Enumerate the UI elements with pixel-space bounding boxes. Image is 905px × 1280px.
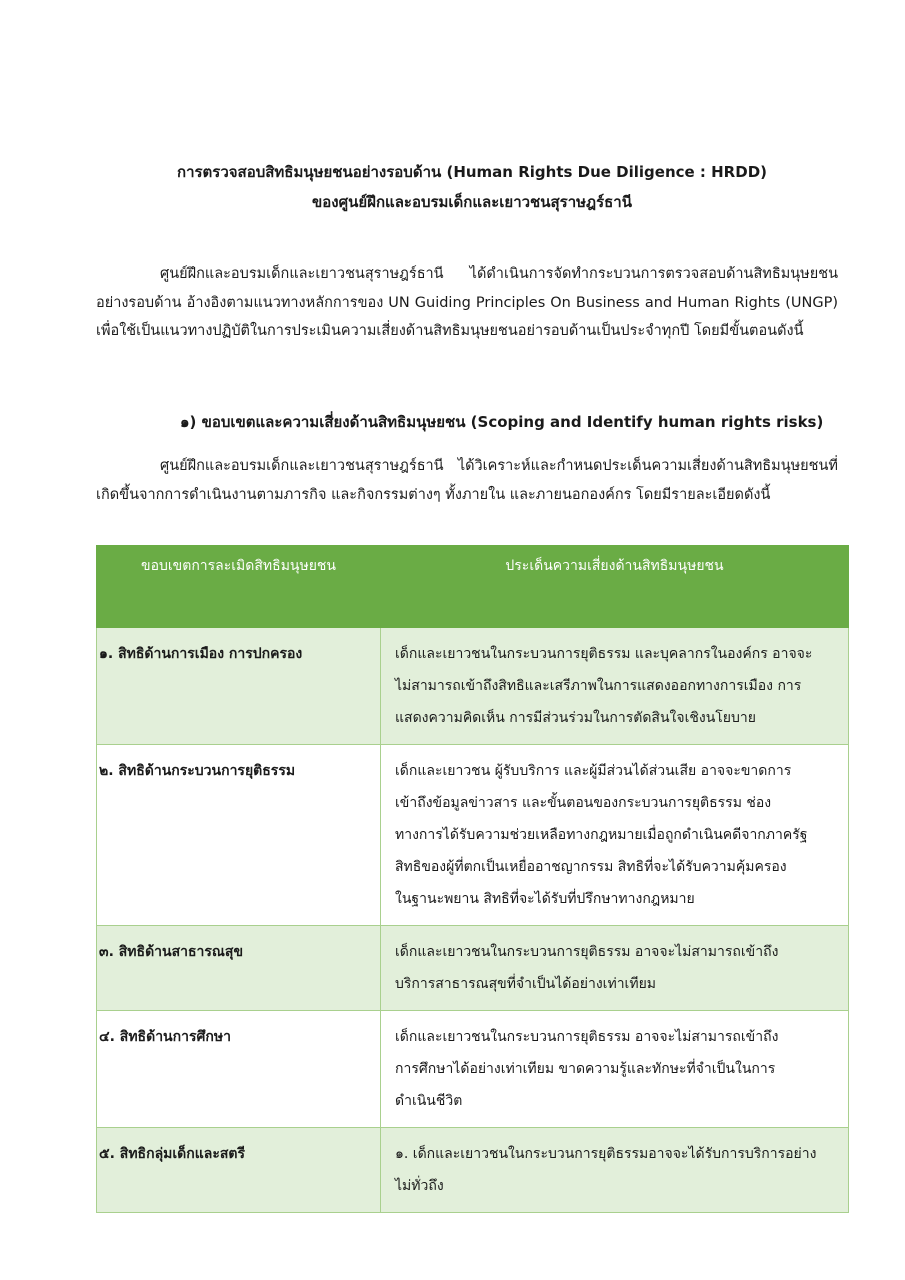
description-line: สิทธิของผู้ที่ตกเป็นเหยื่ออาชญากรรม สิทธิที่จะได้รับความคุ้มครอง [395,859,787,875]
table-row [97,1011,849,1128]
table-row [97,745,849,926]
description-line: ไม่สามารถเข้าถึงสิทธิและเสรีภาพในการแสดงออกทางการเมือง การ [395,678,802,694]
intro-paragraph: ศูนย์ฝึกและอบรมเด็กและเยาวชนสุราษฎร์ธานี ได้ดำเนินการจัดทำกระบวนการตรวจสอบด้านสิทธิมนุษยชนอย่างรอบด้าน อ้างอิงตามแนวทางหลักการของ UN Guiding Principles On Business and Human Rights (UNGP) เพื่อใช้เป็นแนวทางปฏิบัติในการประเมินความเสี่ยงด้านสิทธิมนุษยชนอย่ารอบด้านเป็นประจำทุกปี โดยมีขั้นตอนดังนี้ [96,266,838,339]
human-rights-risk-table [96,545,849,1213]
row-category: ๒. สิทธิด้านกระบวนการยุติธรรม [97,745,381,926]
row-description [381,628,849,745]
row-category: ๕. สิทธิกลุ่มเด็กและสตรี [97,1128,381,1213]
header-risk-issues: ประเด็นความเสี่ยงด้านสิทธิมนุษยชน [381,546,849,628]
table-header-row [97,546,849,628]
row-description [381,1128,849,1213]
description-line: ดำเนินชีวิต [395,1093,463,1109]
description-line: เด็กและเยาวชนในกระบวนการยุติธรรม อาจจะไม่สามารถเข้าถึง [395,944,779,960]
section-1-heading: ๑) ขอบเขตและความเสี่ยงด้านสิทธิมนุษยชน (Scoping and Identify human rights risks) [180,413,824,431]
description-line: เด็กและเยาวชนในกระบวนการยุติธรรม อาจจะไม่สามารถเข้าถึง [395,1029,779,1045]
row-description [381,1011,849,1128]
description-line: แสดงความคิดเห็น การมีส่วนร่วมในการตัดสินใจเชิงนโยบาย [395,710,756,726]
description-line: ๑. เด็กและเยาวชนในกระบวนการยุติธรรมอาจจะได้รับการบริการอย่าง [395,1146,817,1162]
section-1-paragraph: ศูนย์ฝึกและอบรมเด็กและเยาวชนสุราษฎร์ธานี ได้วิเคราะห์และกำหนดประเด็นความเสี่ยงด้านสิทธิมนุษยชนที่เกิดขึ้นจากการดำเนินงานตามภารกิจ และกิจกรรมต่างๆ ทั้งภายใน และภายนอกองค์กร โดยมีรายละเอียดดังนี้ [96,458,838,503]
table-row [97,1128,849,1213]
row-category: ๓. สิทธิด้านสาธารณสุข [97,926,381,1011]
row-description [381,745,849,926]
row-category: ๔. สิทธิด้านการศึกษา [97,1011,381,1128]
description-line: เด็กและเยาวชนในกระบวนการยุติธรรม และบุคลากรในองค์กร อาจจะ [395,646,813,662]
description-line: บริการสาธารณสุขที่จำเป็นได้อย่างเท่าเทียม [395,976,656,992]
table-row [97,926,849,1011]
description-line: เข้าถึงข้อมูลข่าวสาร และขั้นตอนของกระบวนการยุติธรรม ช่อง [395,795,772,811]
description-line: เด็กและเยาวชน ผู้รับบริการ และผู้มีส่วนได้ส่วนเสีย อาจจะขาดการ [395,763,792,779]
document-title: การตรวจสอบสิทธิมนุษยชนอย่างรอบด้าน (Human Rights Due Diligence : HRDD) [176,163,767,181]
row-category: ๑. สิทธิด้านการเมือง การปกครอง [97,628,381,745]
description-line: การศึกษาได้อย่างเท่าเทียม ขาดความรู้และทักษะที่จำเป็นในการ [395,1061,776,1077]
description-line: ทางการได้รับความช่วยเหลือทางกฎหมายเมื่อถูกดำเนินคดีจากภาครัฐ [395,827,808,843]
row-description [381,926,849,1011]
description-line: ไม่ทั่วถึง [395,1178,444,1194]
header-scope: ขอบเขตการละเมิดสิทธิมนุษยชน [97,546,381,628]
table-row [97,628,849,745]
description-line: ในฐานะพยาน สิทธิที่จะได้รับที่ปรึกษาทางกฎหมาย [395,891,695,907]
document-subtitle: ของศูนย์ฝึกและอบรมเด็กและเยาวชนสุราษฎร์ธานี [312,193,632,211]
